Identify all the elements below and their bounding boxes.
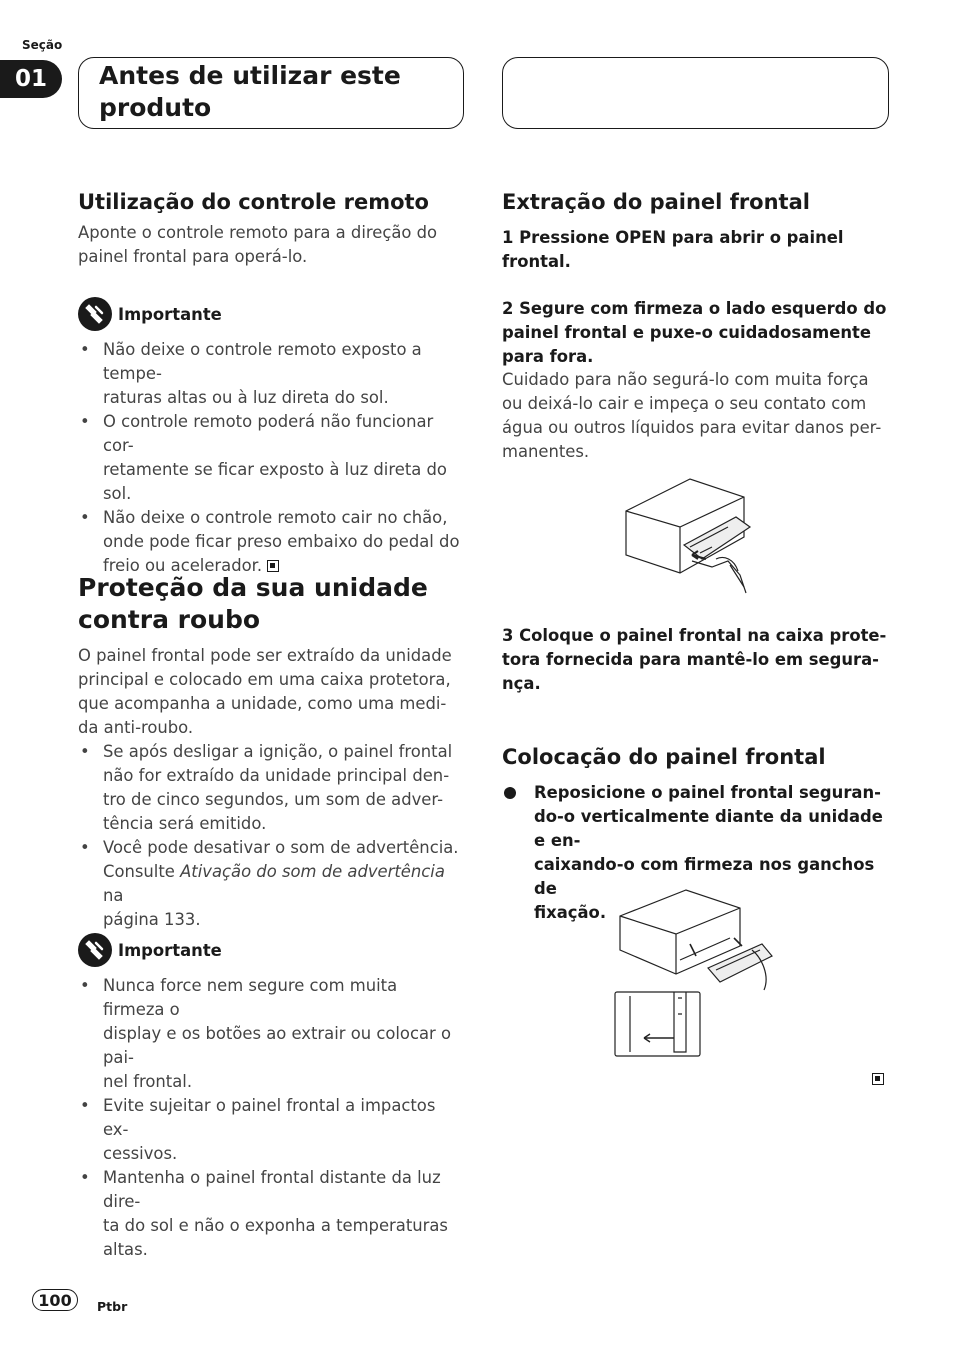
list-item: • Você pode desativar o som de advertência. Consulte Ativação do som de advertência na página 133. (80, 838, 459, 929)
section-label: Seção (22, 38, 63, 52)
list-item: • Não deixe o controle remoto exposto a tempe- raturas altas ou à luz direta do sol. (80, 340, 422, 407)
step-1: 1 Pressione OPEN para abrir o painel frontal. (502, 228, 844, 271)
cross-reference: Ativação do som de advertência (180, 862, 445, 881)
list-item: • Mantenha o painel frontal distante da luz dire- ta do sol e não o exponha a temperaturas altas. (80, 1168, 448, 1259)
empty-header-box (502, 57, 889, 129)
page-number: 100 (32, 1289, 78, 1311)
theft-protection-bullets (78, 740, 463, 932)
attach-panel-heading: Colocação do painel frontal (502, 745, 826, 769)
handling-bullets (78, 974, 463, 1262)
chapter-title-box (78, 57, 464, 129)
attach-panel-illustration (612, 886, 780, 1061)
step-2-caution: Cuidado para não segurá-lo com muita força ou deixá-lo cair e impeça o seu contato com água ou outros líquidos para evitar danos per- manentes. (502, 370, 882, 461)
step-2: 2 Segure com firmeza o lado esquerdo do painel frontal e puxe-o cuidadosamente para fora. (502, 299, 887, 366)
attach-step: Reposicione o painel frontal seguran- do-o verticalmente diante da unidade e en- caixando-o com firmeza nos ganchos de fixação. (502, 781, 890, 925)
end-mark-icon (872, 1073, 884, 1085)
important-note-2 (78, 933, 463, 967)
language-code: Ptbr (97, 1299, 128, 1314)
step-3: 3 Coloque o painel frontal na caixa prote- tora fornecida para mantê-lo em segura- nça. (502, 626, 887, 693)
theft-protection-heading: Proteção da sua unidade contra roubo (78, 573, 428, 634)
important-icon (78, 297, 112, 331)
section-number-tab: 01 (0, 60, 62, 98)
list-item: • Se após desligar a ignição, o painel frontal não for extraído da unidade principal den- tro de cinco segundos, um som de adver- tência será emitido. (80, 742, 453, 833)
important-icon (78, 933, 112, 967)
remove-panel-heading: Extração do painel frontal (502, 190, 810, 214)
remote-control-bullets (78, 338, 463, 578)
list-item: • Nunca force nem segure com muita firmeza o display e os botões ao extrair ou colocar o pai- nel frontal. (80, 976, 451, 1091)
remove-panel-illustration (620, 475, 780, 603)
important-label: Importante (118, 304, 222, 324)
list-item: • O controle remoto poderá não funcionar cor- retamente se ficar exposto à luz direta do sol. (80, 412, 447, 503)
important-label: Importante (118, 940, 222, 960)
important-note-1 (78, 297, 463, 331)
list-item: • Não deixe o controle remoto cair no chão, onde pode ficar preso embaixo do pedal do freio ou acelerador. (80, 508, 460, 575)
remote-control-body: Aponte o controle remoto para a direção do painel frontal para operá-lo. (78, 223, 438, 266)
end-mark-icon (267, 560, 279, 572)
bullet-dot-icon (504, 787, 516, 799)
chapter-title: Antes de utilizar este produto (99, 61, 401, 122)
remote-control-heading: Utilização do controle remoto (78, 190, 429, 214)
theft-protection-body: O painel frontal pode ser extraído da unidade principal e colocado em uma caixa protetora, que acompanha a unidade, como uma medi- da anti-roubo. (78, 646, 452, 737)
list-item: • Evite sujeitar o painel frontal a impactos ex- cessivos. (80, 1096, 436, 1163)
